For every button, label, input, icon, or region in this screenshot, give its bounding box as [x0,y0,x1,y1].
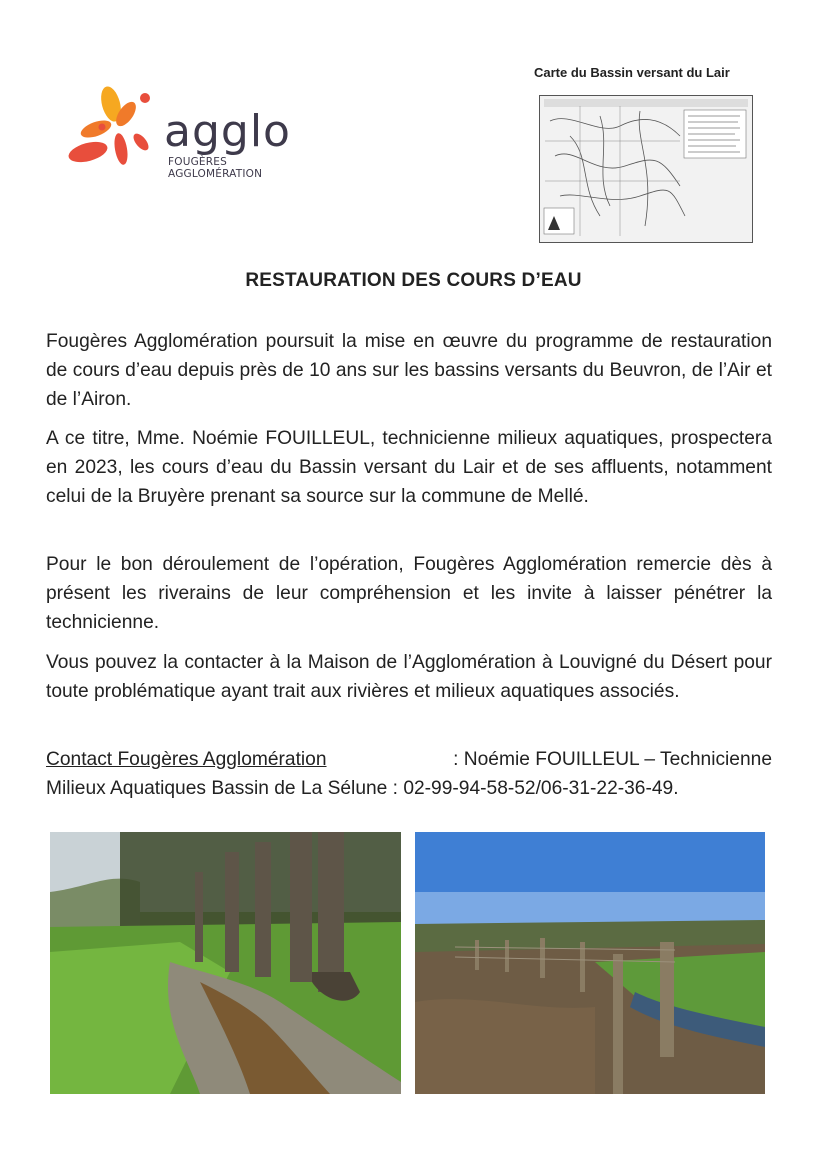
agglo-logo [66,84,316,180]
page-title: RESTAURATION DES COURS D’EAU [245,270,582,291]
contact-details: Milieux Aquatiques Bassin de La Sélune : 02-99-94-58-52/06-31-22-36-49. [46,778,679,799]
contact-link[interactable]: Contact Fougères Agglomération [46,749,327,770]
agglo-flower-icon [66,84,166,174]
map-caption: Carte du Bassin versant du Lair [534,65,730,80]
paragraph-contact-info: Vous pouvez la contacter à la Maison de l’Agglomération à Louvigné du Désert pour toute problématique ayant trait aux rivières et milieux aquatiques associés. [46,652,772,702]
paragraph-thanks: Pour le bon déroulement de l’opération, Fougères Agglomération remercie dès à présent les riverains de leur compréhension et les invite à laisser pénétrer la technicienne. [46,554,772,633]
fence-stream-photo [415,832,765,1094]
basin-map-image [539,95,753,243]
paragraph-technician: A ce titre, Mme. Noémie FOUILLEUL, technicienne milieux aquatiques, prospectera en 2023, les cours d’eau du Bassin versant du Lair et de ses affluents, notamment celui de la Bruyère prenant sa source sur la commune de Mellé. [46,428,772,507]
logo-subtitle: FOUGÈRES AGGLOMÉRATION [168,156,263,180]
paragraph-intro: Fougères Agglomération poursuit la mise en œuvre du programme de restauration de cours d’eau depuis près de 10 ans sur les bassins versants du Beuvron, de l’Air et de l’Airon. [46,331,772,410]
river-trees-photo [50,832,401,1094]
contact-name-role: : Noémie FOUILLEUL – Technicienne [453,749,772,770]
logo-wordmark: agglo [164,106,291,157]
contact-block [46,745,772,803]
